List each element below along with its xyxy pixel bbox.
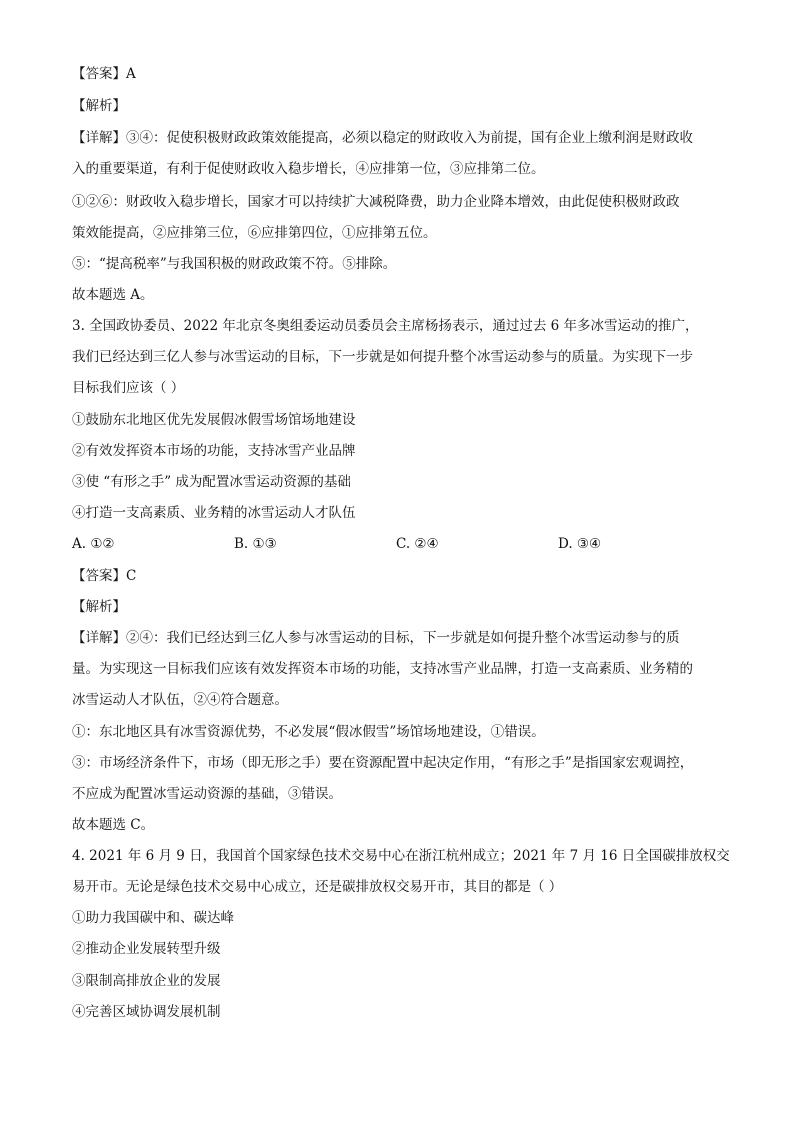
option-c: C. ②④ [396, 536, 439, 552]
detail-text: 不应成为配置冰雪运动资源的基础，③错误。 [72, 786, 342, 802]
option-d: D. ③④ [558, 536, 602, 552]
question-3-options [72, 534, 728, 554]
question-3-text: 目标我们应该（ ） [72, 380, 185, 396]
question-3-text: 我们已经达到三亿人参与冰雪运动的目标，下一步就是如何提升整个冰雪运动参与的质量。为实现下一步 [72, 349, 693, 365]
statement-item: ②推动企业发展转型升级 [72, 941, 221, 957]
conclusion-text: 故本题选 A。 [72, 287, 154, 303]
question-3-text: 3. 全国政协委员、2022 年北京冬奥组委运动员委员会主席杨扬表示，通过过去 6 年多冰雪运动的推广， [72, 318, 699, 334]
detail-text: 【详解】②④：我们已经达到三亿人参与冰雪运动的目标，下一步就是如何提升整个冰雪运动参与的质 [72, 630, 680, 646]
detail-text: 量。为实现这一目标我们应该有效发挥资本市场的功能，支持冰雪产业品牌，打造一支高素质、业务精的 [72, 661, 693, 677]
statement-item: ①鼓励东北地区优先发展假冰假雪场馆场地建设 [72, 412, 356, 428]
analysis-label: 【解析】 [72, 599, 126, 615]
analysis-label: 【解析】 [72, 98, 126, 114]
statement-item: ④打造一支高素质、业务精的冰雪运动人才队伍 [72, 505, 356, 521]
detail-text: 入的重要渠道，有利于促使财政收入稳步增长，④应排第一位，③应排第二位。 [72, 161, 545, 177]
option-a: A. ①② [72, 536, 115, 552]
option-b: B. ①③ [234, 536, 277, 552]
statement-item: ②有效发挥资本市场的功能，支持冰雪产业品牌 [72, 443, 356, 459]
conclusion-text: 故本题选 C。 [72, 817, 155, 833]
detail-text: 冰雪运动人才队伍，②④符合题意。 [72, 692, 288, 708]
question-4-text: 4. 2021 年 6 月 9 日，我国首个国家绿色技术交易中心在浙江杭州成立；2021 年 7 月 16 日全国碳排放权交 [72, 848, 730, 864]
answer-label: 【答案】A [72, 66, 136, 82]
question-4-text: 易开市。无论是绿色技术交易中心成立，还是碳排放权交易开市，其目的都是（ ） [72, 879, 563, 895]
detail-text: ⑤：“提高税率”与我国积极的财政政策不符。⑤排除。 [72, 256, 397, 272]
statement-item: ③限制高排放企业的发展 [72, 973, 221, 989]
statement-item: ④完善区域协调发展机制 [72, 1004, 221, 1020]
detail-text: 【详解】③④：促使积极财政政策效能提高，必须以稳定的财政收入为前提，国有企业上缴利润是财政收 [72, 130, 693, 146]
answer-label: 【答案】C [72, 568, 137, 584]
statement-item: ③使 “有形之手” 成为配置冰雪运动资源的基础 [72, 474, 351, 490]
detail-text: ①：东北地区具有冰雪资源优势，不必发展“假冰假雪”场馆场地建设，①错误。 [72, 724, 545, 740]
statement-item: ①助力我国碳中和、碳达峰 [72, 910, 234, 926]
detail-text: ③：市场经济条件下，市场（即无形之手）要在资源配置中起决定作用，“有形之手”是指国家宏观调控， [72, 755, 694, 771]
detail-text: ①②⑥：财政收入稳步增长，国家才可以持续扩大减税降费，助力企业降本增效，由此促使积极财政政 [72, 194, 680, 210]
detail-text: 策效能提高，②应排第三位，⑥应排第四位，①应排第五位。 [72, 225, 437, 241]
